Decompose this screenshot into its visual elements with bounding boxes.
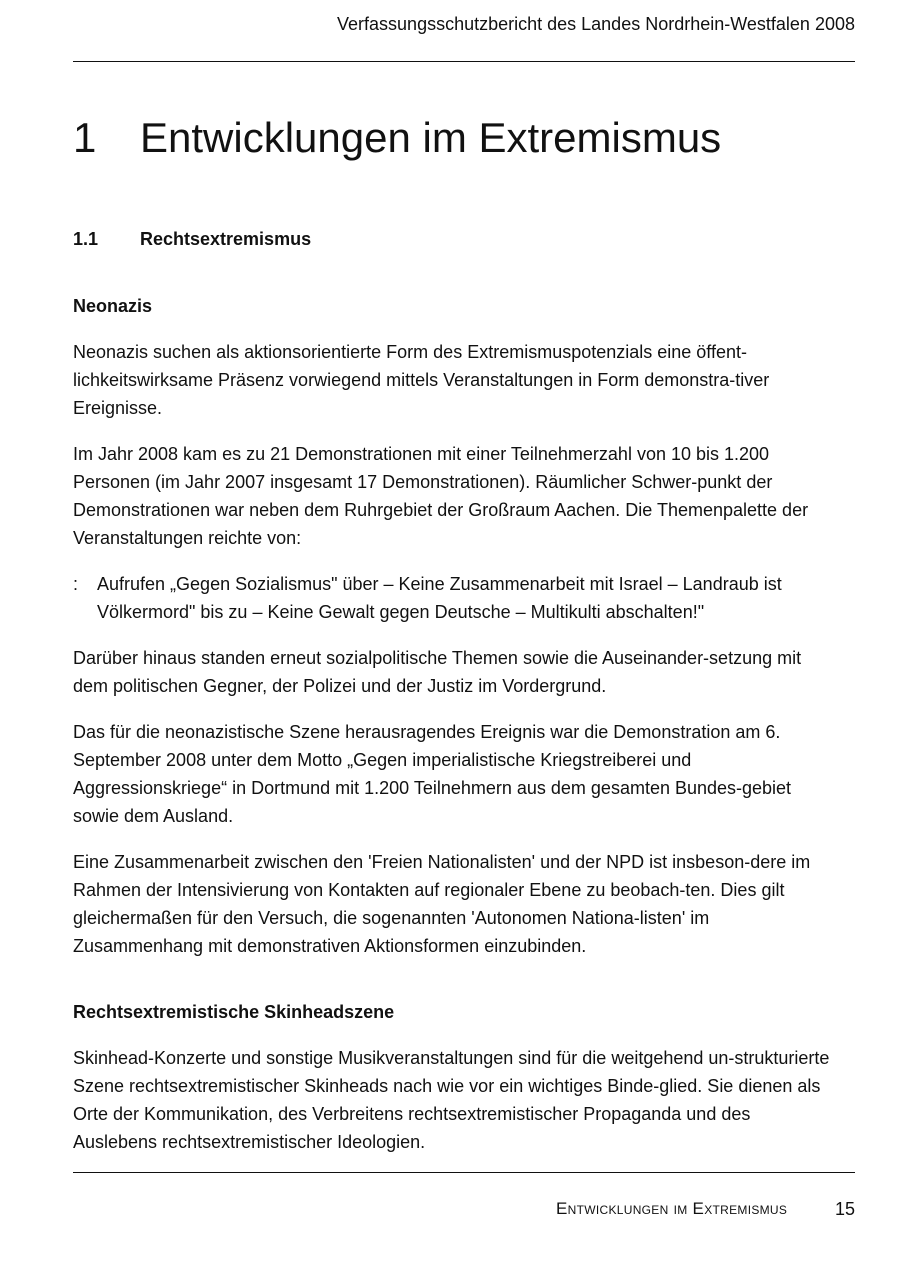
paragraph: Skinhead-Konzerte und sonstige Musikveranstaltungen sind für die weitgehend un-strukturierte Szene rechtsextremistischer Skinheads nach wie vor ein wichtiges Binde-glied. Sie dienen als Orte der Kommunikation, des Verbreitens rechtsextremistischer Propaganda und des Auslebens rechtsextremistischer Ideologien. [73,1048,830,1152]
chapter-title: Entwicklungen im Extremismus [140,114,722,161]
section-title: Rechtsextremismus [140,229,312,249]
bullet-item [73,570,833,626]
footer-divider [73,1172,855,1173]
body-content [73,292,833,1174]
header-divider [73,61,855,62]
chapter-heading [73,110,721,166]
section-number: 1.1 [73,229,99,249]
running-header: Verfassungsschutzbericht des Landes Nordrhein-Westfalen 2008 [337,14,855,34]
paragraph: Das für die neonazistische Szene herausragendes Ereignis war die Demonstration am 6. September 2008 unter dem Motto „Gegen imperialistische Kriegstreiberei und Aggressionskriege“ in Dortmund mit 1.200 Teilnehmern aus dem gesamten Bundes-gebiet sowie dem Ausland. [73,722,792,826]
paragraph: Neonazis suchen als aktionsorientierte Form des Extremismuspotenzials eine öffent-lichkeitswirksame Präsenz vorwiegend mittels Veranstaltungen in Form demonstra-tiver Ereignisse. [73,342,770,418]
subsection-heading-neonazis: Neonazis [73,296,153,316]
paragraph: Im Jahr 2008 kam es zu 21 Demonstrationen mit einer Teilnehmerzahl von 10 bis 1.200 Personen (im Jahr 2007 insgesamt 17 Demonstrationen). Räumlicher Schwer-punkt der Demonstrationen war neben dem Ruhrgebiet der Großraum Aachen. Die Themenpalette der Veranstaltungen reichte von: [73,444,809,548]
chapter-number: 1 [73,114,97,161]
subsection-heading-skinheads: Rechtsextremistische Skinheadszene [73,1002,395,1022]
section-heading [73,229,311,250]
paragraph: Darüber hinaus standen erneut sozialpolitische Themen sowie die Auseinander-setzung mit dem politischen Gegner, der Polizei und der Justiz im Vordergrund. [73,648,802,696]
footer-chapter-title: Entwicklungen im Extremismus [556,1199,788,1218]
page-number: 15 [834,1199,855,1219]
bullet-marker: : [73,574,79,594]
bullet-text: Aufrufen „Gegen Sozialismus" über – Keine Zusammenarbeit mit Israel – Landraub ist Völkermord" bis zu – Keine Gewalt gegen Deutsche – Multikulti abschalten!" [97,574,782,622]
paragraph: Eine Zusammenarbeit zwischen den 'Freien Nationalisten' und der NPD ist insbeson-dere im Rahmen der Intensivierung von Kontakten auf regionaler Ebene zu beobach-ten. Dies gilt gleichermaßen für den Versuch, die sogenannten 'Autonomen Nationa-listen' im Zusammenhang mit demonstrativen Aktionsformen einzubinden. [73,852,811,956]
